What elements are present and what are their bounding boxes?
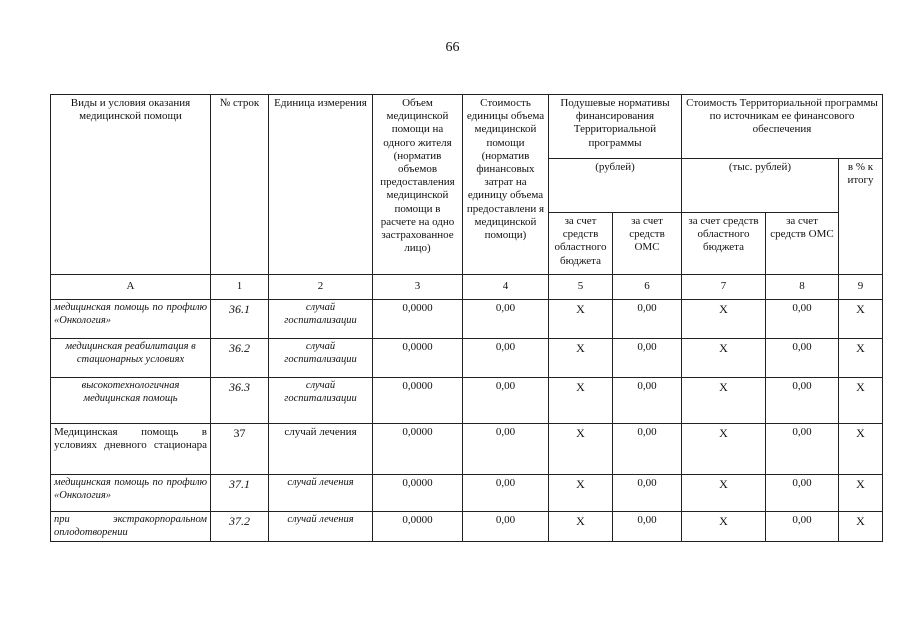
header-col-a: Виды и условия оказания медицинской помощи: [51, 95, 211, 275]
row-col-5: Х: [549, 424, 613, 475]
row-volume: 0,0000: [373, 512, 463, 542]
row-col-7: Х: [682, 512, 766, 542]
row-volume: 0,0000: [373, 378, 463, 424]
row-col-9: Х: [839, 378, 883, 424]
header-col-6: за счет средств ОМС: [613, 213, 682, 275]
row-name: медицинская реабилитация в стационарных условиях: [51, 339, 211, 378]
row-name: медицинская помощь по профилю «Онкология»: [51, 475, 211, 512]
row-col-9: Х: [839, 300, 883, 339]
row-unit: случай госпитализации: [269, 378, 373, 424]
row-unit: случай госпитализации: [269, 300, 373, 339]
header-group-percapita: Подушевые нормативы финансирования Территориальной программы: [549, 95, 682, 159]
row-unit: случай госпитализации: [269, 339, 373, 378]
row-number: 37.2: [211, 512, 269, 542]
page-number: 66: [445, 40, 460, 55]
row-col-6: 0,00: [613, 378, 682, 424]
row-col-8: 0,00: [766, 475, 839, 512]
row-col-9: Х: [839, 512, 883, 542]
row-cost: 0,00: [463, 424, 549, 475]
row-number: 36.3: [211, 378, 269, 424]
row-volume: 0,0000: [373, 300, 463, 339]
index-row: [51, 275, 883, 300]
table-row: [51, 512, 883, 542]
header-col-3: Объем медицинской помощи на одного жителя (норматив объемов предоставления медицинской помощи в расчете на одно застрахованное лицо): [373, 95, 463, 275]
header-rubles: (рублей): [549, 159, 682, 213]
header-col-7: за счет средств областного бюджета: [682, 213, 766, 275]
row-unit: случай лечения: [269, 475, 373, 512]
row-col-5: Х: [549, 378, 613, 424]
row-col-5: Х: [549, 339, 613, 378]
row-cost: 0,00: [463, 378, 549, 424]
row-col-6: 0,00: [613, 300, 682, 339]
row-col-7: Х: [682, 475, 766, 512]
row-number: 36.1: [211, 300, 269, 339]
index-cell: 2: [269, 275, 373, 300]
row-volume: 0,0000: [373, 339, 463, 378]
row-col-5: Х: [549, 512, 613, 542]
row-number: 37.1: [211, 475, 269, 512]
row-number: 37: [211, 424, 269, 475]
index-cell: 8: [766, 275, 839, 300]
table-row: [51, 339, 883, 378]
row-col-7: Х: [682, 339, 766, 378]
row-cost: 0,00: [463, 475, 549, 512]
row-col-8: 0,00: [766, 512, 839, 542]
row-number: 36.2: [211, 339, 269, 378]
row-name: Медицинская помощь в условиях дневного стационара: [51, 424, 211, 475]
row-col-5: Х: [549, 300, 613, 339]
header-col-9: в % к итогу: [839, 159, 883, 275]
header-group-cost: Стоимость Территориальной программы по источникам ее финансового обеспечения: [682, 95, 883, 159]
row-cost: 0,00: [463, 339, 549, 378]
financing-table: [50, 94, 883, 542]
row-col-9: Х: [839, 339, 883, 378]
row-col-7: Х: [682, 378, 766, 424]
row-col-7: Х: [682, 300, 766, 339]
header-col-8: за счет средств ОМС: [766, 213, 839, 275]
row-volume: 0,0000: [373, 475, 463, 512]
table-row: [51, 300, 883, 339]
row-col-6: 0,00: [613, 424, 682, 475]
row-col-6: 0,00: [613, 339, 682, 378]
row-unit: случай лечения: [269, 512, 373, 542]
row-col-6: 0,00: [613, 512, 682, 542]
row-col-9: Х: [839, 424, 883, 475]
header-col-1: № строк: [211, 95, 269, 275]
row-volume: 0,0000: [373, 424, 463, 475]
table-row: [51, 475, 883, 512]
index-cell: 1: [211, 275, 269, 300]
header-col-2: Единица измерения: [269, 95, 373, 275]
header-col-4: Стоимость единицы объема медицинской помощи (норматив финансовых затрат на единицу объема предоставлени я медицинской помощи): [463, 95, 549, 275]
row-col-8: 0,00: [766, 378, 839, 424]
row-name: медицинская помощь по профилю «Онкология»: [51, 300, 211, 339]
row-col-5: Х: [549, 475, 613, 512]
row-cost: 0,00: [463, 512, 549, 542]
header-col-5: за счет средств областного бюджета: [549, 213, 613, 275]
row-col-8: 0,00: [766, 300, 839, 339]
index-cell: А: [51, 275, 211, 300]
index-cell: 4: [463, 275, 549, 300]
index-cell: 7: [682, 275, 766, 300]
table-row: [51, 378, 883, 424]
table-row: [51, 424, 883, 475]
index-cell: 5: [549, 275, 613, 300]
header-thousand-rubles: (тыс. рублей): [682, 159, 839, 213]
index-cell: 3: [373, 275, 463, 300]
row-unit: случай лечения: [269, 424, 373, 475]
index-cell: 6: [613, 275, 682, 300]
row-name: при экстракорпоральном оплодотворении: [51, 512, 211, 542]
row-cost: 0,00: [463, 300, 549, 339]
row-col-7: Х: [682, 424, 766, 475]
row-col-8: 0,00: [766, 424, 839, 475]
row-col-6: 0,00: [613, 475, 682, 512]
row-col-9: Х: [839, 475, 883, 512]
row-name: высокотехнологичная медицинская помощь: [51, 378, 211, 424]
index-cell: 9: [839, 275, 883, 300]
row-col-8: 0,00: [766, 339, 839, 378]
